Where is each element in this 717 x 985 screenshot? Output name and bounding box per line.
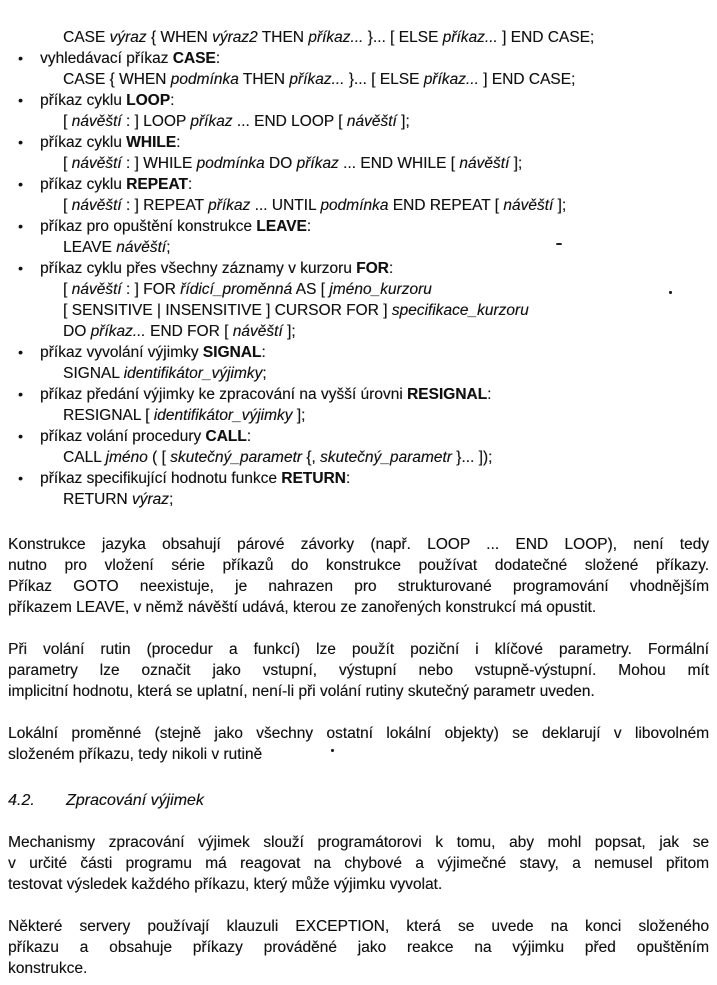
text-segment: ]; bbox=[553, 197, 567, 214]
text-segment: ] END CASE; bbox=[497, 29, 595, 46]
text-segment: WHILE bbox=[126, 134, 177, 151]
paragraph-line: Mechanismy zpracování výjimek slouží programátorovi k tomu, aby mohl popsat, jak se bbox=[8, 834, 709, 851]
text-segment: výraz bbox=[109, 29, 147, 46]
code-line bbox=[63, 363, 709, 384]
list-item-label bbox=[40, 470, 350, 487]
list-item bbox=[8, 426, 709, 447]
text-segment: CALL bbox=[205, 428, 247, 445]
text-segment: DO bbox=[264, 155, 297, 172]
paragraph-line: Při volání rutin (procedur a funkcí) lze použít poziční i klíčové parametry. Formální bbox=[8, 641, 709, 658]
text-segment: ]; bbox=[396, 113, 410, 130]
text-segment: DO bbox=[63, 323, 91, 340]
paragraphs-after-heading bbox=[8, 832, 709, 979]
paragraphs-before-heading bbox=[8, 534, 709, 765]
list-item bbox=[8, 174, 709, 195]
paragraph-line: parametry lze označit jako vstupní, výstupní nebo vstupně-výstupní. Mohou mít bbox=[8, 662, 709, 679]
text-segment: : ] LOOP bbox=[121, 113, 191, 130]
text-segment: ; bbox=[168, 491, 174, 508]
text-segment: : bbox=[176, 134, 181, 151]
code-line bbox=[63, 405, 709, 426]
text-segment: ]; bbox=[282, 323, 296, 340]
paragraph-line: nutno pro vložení série příkazů do konstrukce používat dodatečné složené příkazy. bbox=[8, 557, 709, 574]
text-segment: ... UNTIL bbox=[250, 197, 321, 214]
bullet-icon: • bbox=[18, 176, 23, 192]
paragraph-line: implicitní hodnotu, která se uplatní, není-li při volání rutiny skutečný parametr uveden. bbox=[8, 683, 595, 700]
text-segment: příkaz cyklu bbox=[40, 134, 127, 151]
text-segment: výraz bbox=[131, 491, 169, 508]
text-segment: : bbox=[388, 260, 394, 277]
text-segment: : ] FOR bbox=[121, 281, 181, 298]
section-number: 4.2. bbox=[8, 792, 35, 809]
text-segment: }... ]); bbox=[451, 449, 493, 466]
list-item-label bbox=[40, 50, 220, 67]
text-segment: výraz2 bbox=[212, 29, 258, 46]
text-segment: příkaz... bbox=[423, 71, 479, 88]
text-segment: návěští bbox=[71, 155, 122, 172]
text-segment: [ bbox=[63, 281, 72, 298]
text-segment: RESIGNAL [ bbox=[63, 407, 154, 424]
text-segment: ] END CASE; bbox=[478, 71, 576, 88]
list-item-label bbox=[40, 218, 311, 235]
text-segment: THEN bbox=[238, 71, 290, 88]
text-segment: : ] WHILE bbox=[121, 155, 197, 172]
paragraph-line: v určité části programu má reagovat na chybové a výjimečné stavy, a nemusel přitom bbox=[8, 855, 709, 872]
code-line bbox=[63, 300, 709, 321]
text-segment: RESIGNAL bbox=[406, 386, 488, 403]
text-segment: návěští bbox=[71, 197, 122, 214]
bullet-icon: • bbox=[18, 92, 23, 108]
text-segment: ( [ bbox=[147, 449, 171, 466]
text-segment: ... END WHILE [ bbox=[338, 155, 460, 172]
paragraph-line: Lokální proměnné (stejně jako všechny ostatní lokální objekty) se deklarují v libovolném bbox=[8, 725, 709, 742]
text-segment: : bbox=[306, 218, 312, 235]
code-line bbox=[63, 69, 709, 90]
syntax-continuation-line bbox=[63, 27, 709, 48]
text-segment: [ bbox=[63, 197, 72, 214]
bullet-icon: • bbox=[18, 260, 23, 276]
bullet-icon: • bbox=[18, 218, 23, 234]
paragraph-line: testovat výsledek každého příkazu, který může výjimku vyvolat. bbox=[8, 876, 443, 893]
text-segment: [ bbox=[63, 113, 72, 130]
list-item bbox=[8, 384, 709, 405]
text-segment: }... [ ELSE bbox=[344, 71, 424, 88]
text-segment: RETURN bbox=[281, 470, 346, 487]
text-segment: skutečný_parametr bbox=[320, 449, 452, 466]
text-segment: CASE bbox=[63, 29, 110, 46]
text-segment: : bbox=[187, 176, 193, 193]
text-segment: příkaz bbox=[190, 113, 233, 130]
paragraph bbox=[8, 916, 709, 979]
text-segment: skutečný_parametr bbox=[170, 449, 302, 466]
code-line bbox=[63, 153, 709, 174]
text-segment: : bbox=[345, 470, 351, 487]
text-segment: [ SENSITIVE | INSENSITIVE ] CURSOR FOR ] bbox=[63, 302, 392, 319]
text-segment: příkaz volání procedury bbox=[40, 428, 206, 445]
text-segment: podmínka bbox=[170, 71, 239, 88]
text-segment: LOOP bbox=[126, 92, 171, 109]
text-segment: FOR bbox=[356, 260, 389, 277]
text-segment: návěští bbox=[116, 239, 167, 256]
text-segment: CASE { WHEN bbox=[63, 71, 171, 88]
text-segment: příkaz... bbox=[442, 29, 498, 46]
bullet-icon: • bbox=[18, 470, 23, 486]
text-segment: : bbox=[215, 50, 221, 67]
text-segment: }... [ ELSE bbox=[363, 29, 443, 46]
text-segment: ... END LOOP [ bbox=[232, 113, 347, 130]
list-item bbox=[8, 468, 709, 489]
text-segment: jméno_kurzoru bbox=[329, 281, 432, 298]
text-segment: návěští bbox=[503, 197, 554, 214]
text-segment: CALL bbox=[63, 449, 106, 466]
paragraph-line: příkazem LEAVE, v němž návěští udává, kterou ze zanořených konstrukcí má opustit. bbox=[8, 599, 597, 616]
paragraph-line: Některé servery používají klauzuli EXCEPTION, která se uvede na konci složeného bbox=[8, 918, 709, 935]
paragraph-line: konstrukce. bbox=[8, 960, 88, 977]
text-segment: návěští bbox=[346, 113, 397, 130]
text-segment: příkaz bbox=[208, 197, 251, 214]
text-segment: : bbox=[261, 344, 266, 361]
text-segment: identifikátor_výjimky bbox=[123, 365, 263, 382]
text-segment: příkaz bbox=[296, 155, 339, 172]
list-item-label bbox=[40, 92, 174, 109]
text-segment: RETURN bbox=[63, 491, 132, 508]
text-segment: [ bbox=[63, 155, 72, 172]
paragraph-line: Příkaz GOTO neexistuje, je nahrazen pro strukturované programování vhodnějším bbox=[8, 578, 709, 595]
text-segment: {, bbox=[301, 449, 321, 466]
bullet-icon: • bbox=[18, 344, 23, 360]
text-segment: END REPEAT [ bbox=[388, 197, 504, 214]
text-segment: příkaz vyvolání výjimky bbox=[40, 344, 203, 361]
text-segment: THEN bbox=[257, 29, 309, 46]
text-segment: identifikátor_výjimky bbox=[153, 407, 293, 424]
paragraph bbox=[8, 723, 709, 765]
scan-speck bbox=[331, 749, 334, 752]
code-line bbox=[63, 111, 709, 132]
paragraph bbox=[8, 832, 709, 895]
section-title: Zpracování výjimek bbox=[66, 792, 204, 809]
list-item-label bbox=[40, 176, 192, 193]
text-segment: : bbox=[487, 386, 492, 403]
list-item-label bbox=[40, 344, 266, 361]
list-item-label bbox=[40, 134, 180, 151]
text-segment: příkaz cyklu přes všechny záznamy v kurzoru bbox=[40, 260, 357, 277]
bullet-icon: • bbox=[18, 428, 23, 444]
text-segment: SIGNAL bbox=[202, 344, 262, 361]
text-segment: příkaz pro opuštění konstrukce bbox=[40, 218, 257, 235]
list-item-label bbox=[40, 260, 393, 277]
text-segment: návěští bbox=[232, 323, 283, 340]
text-segment: REPEAT bbox=[126, 176, 188, 193]
text-segment: LEAVE bbox=[256, 218, 307, 235]
bullet-icon: • bbox=[18, 50, 23, 66]
text-segment: příkaz předání výjimky ke zpracování na vyšší úrovni bbox=[40, 386, 407, 403]
text-segment: podmínka bbox=[320, 197, 389, 214]
text-segment: SIGNAL bbox=[63, 365, 124, 382]
paragraph bbox=[8, 534, 709, 618]
text-segment: návěští bbox=[459, 155, 510, 172]
text-segment: příkaz... bbox=[90, 323, 146, 340]
scan-speck bbox=[556, 243, 562, 245]
text-segment: jméno bbox=[105, 449, 148, 466]
text-segment: podmínka bbox=[196, 155, 265, 172]
paragraph bbox=[8, 639, 709, 702]
list-item bbox=[8, 258, 709, 279]
code-line bbox=[63, 489, 709, 510]
bullet-icon: • bbox=[18, 386, 23, 402]
code-line bbox=[63, 321, 709, 342]
text-segment: : bbox=[246, 428, 252, 445]
list-item-label bbox=[40, 428, 251, 445]
list-item bbox=[8, 90, 709, 111]
paragraph-line: složeném příkazu, tedy nikoli v rutině bbox=[8, 746, 263, 763]
text-segment: příkaz... bbox=[289, 71, 345, 88]
text-segment: { WHEN bbox=[146, 29, 213, 46]
text-segment: : ] REPEAT bbox=[121, 197, 209, 214]
scan-speck bbox=[669, 291, 672, 294]
section-heading bbox=[8, 790, 709, 811]
text-segment: AS [ bbox=[292, 281, 330, 298]
text-segment: LEAVE bbox=[63, 239, 117, 256]
text-segment: příkaz cyklu bbox=[40, 92, 127, 109]
syntax-list bbox=[8, 48, 709, 510]
list-item bbox=[8, 48, 709, 69]
text-segment: : bbox=[170, 92, 175, 109]
text-segment: ; bbox=[262, 365, 267, 382]
list-item bbox=[8, 132, 709, 153]
code-line bbox=[63, 237, 709, 258]
text-segment: příkaz... bbox=[308, 29, 364, 46]
bullet-icon: • bbox=[18, 134, 23, 150]
text-segment: ]; bbox=[292, 407, 306, 424]
list-item-label bbox=[40, 386, 491, 403]
paragraph-line: Konstrukce jazyka obsahují párové závorky (např. LOOP ... END LOOP), není tedy bbox=[8, 536, 709, 553]
text-segment: END FOR [ bbox=[145, 323, 233, 340]
list-item bbox=[8, 216, 709, 237]
text-segment: specifikace_kurzoru bbox=[391, 302, 529, 319]
text-segment: CASE bbox=[172, 50, 216, 67]
paragraph-line: příkazu a obsahuje příkazy prováděné jako reakce na výjimku před opuštěním bbox=[8, 939, 709, 956]
text-segment: příkaz cyklu bbox=[40, 176, 127, 193]
text-segment: návěští bbox=[71, 113, 122, 130]
text-segment: ]; bbox=[509, 155, 523, 172]
text-segment: návěští bbox=[71, 281, 122, 298]
code-line bbox=[63, 447, 709, 468]
text-segment: vyhledávací příkaz bbox=[40, 50, 173, 67]
text-segment: ; bbox=[166, 239, 171, 256]
text-segment: příkaz specifikující hodnotu funkce bbox=[40, 470, 282, 487]
list-item bbox=[8, 342, 709, 363]
code-line bbox=[63, 195, 709, 216]
code-line bbox=[63, 279, 709, 300]
text-segment: řídicí_proměnná bbox=[180, 281, 293, 298]
